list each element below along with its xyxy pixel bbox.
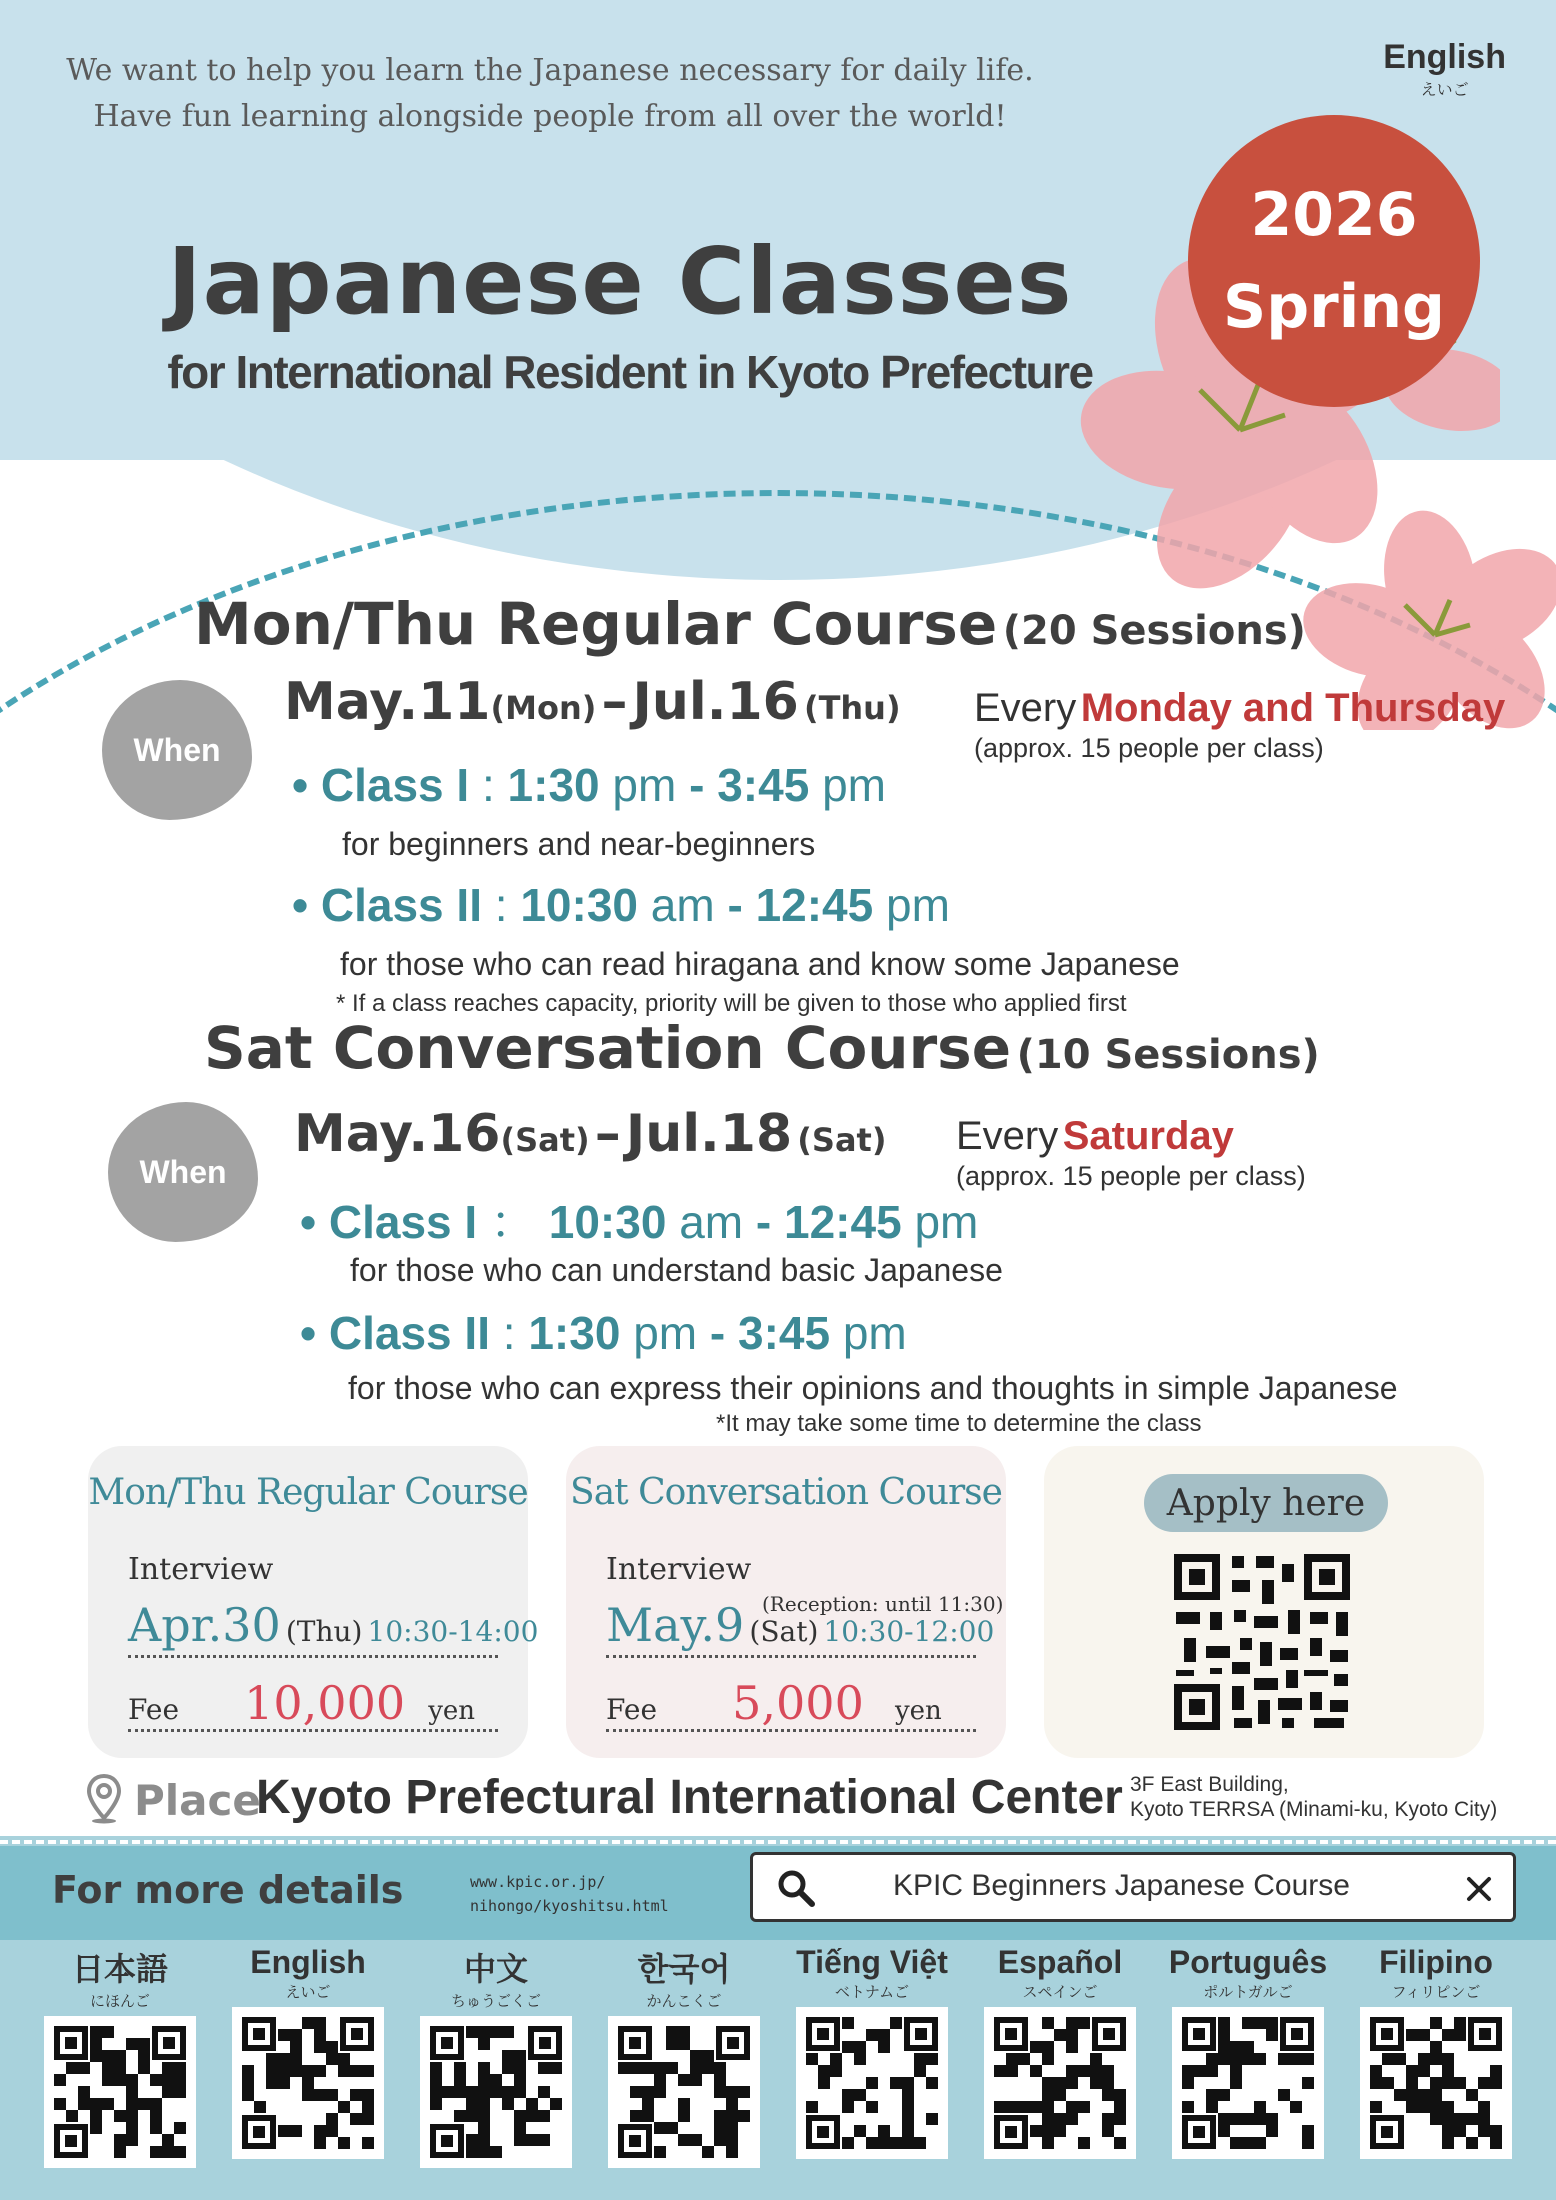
language-qr-item[interactable] xyxy=(980,1944,1140,2159)
regular-class2-time xyxy=(292,878,950,932)
language-qr-frame xyxy=(796,2007,948,2159)
regular-class1-start: 1:30 xyxy=(507,759,600,811)
sat-fee-row xyxy=(606,1676,976,1732)
regular-class1-desc: for beginners and near-beginners xyxy=(342,826,816,862)
search-text: KPIC Beginners Japanese Course xyxy=(893,1869,1350,1902)
place-address-line-2: Kyoto TERRSA (Minami-ku, Kyoto City) xyxy=(1130,1798,1498,1821)
sat-class1-time xyxy=(300,1186,978,1252)
regular-date-dash: – xyxy=(601,672,628,732)
sat-course-title xyxy=(204,1014,1320,1082)
qr-code-icon[interactable] xyxy=(1370,2017,1502,2149)
regular-fee-label: Fee xyxy=(128,1693,180,1726)
sat-dates xyxy=(294,1104,886,1164)
qr-code-icon[interactable] xyxy=(54,2026,186,2158)
language-qr-frame xyxy=(1360,2007,1512,2159)
regular-class2-end: 12:45 xyxy=(755,879,874,931)
regular-card-title: Mon/Thu Regular Course xyxy=(88,1472,528,1513)
qr-code-icon[interactable] xyxy=(1182,2017,1314,2149)
sat-every-prefix: Every xyxy=(956,1114,1059,1158)
qr-code-icon[interactable] xyxy=(242,2017,374,2149)
search-box[interactable] xyxy=(750,1852,1516,1922)
close-icon[interactable] xyxy=(1465,1875,1493,1903)
sat-card-title: Sat Conversation Course xyxy=(570,1472,1002,1513)
sat-class2-time xyxy=(300,1306,907,1360)
language-name: English xyxy=(250,1944,366,1980)
regular-interview-time: 10:30-14:00 xyxy=(367,1615,539,1648)
regular-fee-unit: yen xyxy=(428,1696,476,1726)
regular-every-prefix: Every xyxy=(974,686,1077,730)
regular-capacity: (approx. 15 people per class) xyxy=(974,733,1324,763)
language-qr-item[interactable] xyxy=(40,1944,200,2168)
sat-start-day: (Sat) xyxy=(500,1121,590,1159)
regular-every-days: Monday and Thursday xyxy=(1080,686,1506,730)
sat-class1-sep: ： xyxy=(489,1196,536,1248)
intro-line-2: Have fun learning alongside people from all over the world! xyxy=(93,99,1007,134)
regular-fee-value: 10,000 xyxy=(244,1676,406,1730)
apply-card xyxy=(1044,1446,1484,1758)
regular-class1-end-ampm: pm xyxy=(822,759,886,811)
sat-every-days: Saturday xyxy=(1062,1114,1234,1158)
badge-year: 2026 xyxy=(1250,180,1418,250)
sat-class1-dash: - xyxy=(755,1196,772,1248)
regular-class1-sep: : xyxy=(481,759,495,811)
sat-course-name: Sat Conversation Course xyxy=(204,1014,1012,1082)
sat-interview-date xyxy=(606,1598,995,1658)
regular-class1-dash: - xyxy=(689,759,705,811)
sat-class2-sep: : xyxy=(502,1307,516,1359)
regular-interview-date xyxy=(128,1598,539,1658)
regular-start-date: May.11 xyxy=(284,672,491,732)
regular-schedule xyxy=(974,686,1505,764)
language-qr-item[interactable] xyxy=(1168,1944,1328,2159)
sat-class1-end-ampm: pm xyxy=(914,1196,979,1248)
sat-class1-label: • Class I xyxy=(300,1196,478,1248)
language-name: 日本語 xyxy=(71,1951,168,1987)
sat-reception-note: (Reception: until 11:30) xyxy=(762,1592,1004,1616)
regular-fee-row xyxy=(128,1676,498,1732)
qr-code-icon[interactable] xyxy=(430,2026,562,2158)
sat-class2-start: 1:30 xyxy=(528,1307,621,1359)
sat-note: *It may take some time to determine the class xyxy=(716,1410,1202,1437)
language-name: 한국어 xyxy=(637,1951,731,1987)
sat-class2-end: 3:45 xyxy=(737,1307,831,1359)
regular-course-title xyxy=(194,590,1306,658)
regular-class1-time xyxy=(292,758,886,812)
regular-class2-desc: for those who can read hiragana and know some Japanese xyxy=(340,946,1180,982)
regular-interview-label: Interview xyxy=(128,1552,274,1587)
language-qr-frame xyxy=(232,2007,384,2159)
page-subtitle: for International Resident in Kyoto Prefecture xyxy=(167,346,1093,398)
language-qr-frame xyxy=(608,2016,760,2168)
sat-schedule xyxy=(956,1114,1306,1192)
map-pin-icon xyxy=(86,1774,122,1824)
language-qr-frame xyxy=(1172,2007,1324,2159)
place-address xyxy=(1130,1772,1497,1822)
language-ruby: フィリピンご xyxy=(1391,1984,1481,2001)
sat-interview-day-date: May.9 xyxy=(606,1598,745,1652)
language-ruby: ベトナムご xyxy=(834,1984,910,2001)
sat-fee-label: Fee xyxy=(606,1693,658,1726)
language-qr-frame xyxy=(984,2007,1136,2159)
sat-fee-value: 5,000 xyxy=(732,1676,864,1730)
details-url-line-2: nihongo/kyoshitsu.html xyxy=(470,1897,669,1915)
regular-class2-label: • Class II xyxy=(292,879,482,931)
language-ruby: スペインご xyxy=(1022,1984,1098,2001)
language-name: Tiếng Việt xyxy=(796,1944,948,1980)
intro-text xyxy=(50,48,1050,140)
language-tag xyxy=(1383,38,1506,100)
sat-class2-start-ampm: pm xyxy=(633,1307,698,1359)
regular-end-day: (Thu) xyxy=(803,689,901,727)
regular-dates xyxy=(284,672,901,732)
language-ruby: ちゅうごくご xyxy=(450,1993,541,2010)
sat-class1-start-ampm: am xyxy=(679,1196,744,1248)
language-qr-item[interactable] xyxy=(792,1944,952,2159)
qr-code-icon[interactable] xyxy=(618,2026,750,2158)
qr-code-icon[interactable] xyxy=(806,2017,938,2149)
regular-course-name: Mon/Thu Regular Course xyxy=(194,590,998,658)
regular-interview-card xyxy=(88,1446,539,1758)
regular-note: * If a class reaches capacity, priority will be given to those who applied first xyxy=(336,990,1127,1017)
place-name: Kyoto Prefectural International Center xyxy=(256,1771,1123,1824)
apply-here-label[interactable]: Apply here xyxy=(1144,1474,1388,1532)
sat-class1-desc: for those who can understand basic Japanese xyxy=(350,1252,1003,1288)
place-address-line-1: 3F East Building, xyxy=(1130,1773,1289,1796)
sat-capacity: (approx. 15 people per class) xyxy=(956,1161,1306,1191)
regular-class1-end: 3:45 xyxy=(717,759,810,811)
details-url-line-1: www.kpic.or.jp/ xyxy=(470,1873,606,1891)
badge-season: Spring xyxy=(1223,272,1445,342)
regular-start-day: (Mon) xyxy=(490,689,597,727)
language-name: Español xyxy=(997,1944,1123,1980)
sat-start-date: May.16 xyxy=(294,1104,501,1164)
language-qr-frame xyxy=(44,2016,196,2168)
bottom-dashed-divider xyxy=(0,1840,1556,1844)
season-badge xyxy=(1188,115,1480,407)
sat-interview-card xyxy=(566,1446,1006,1758)
sat-interview-weekday: (Sat) xyxy=(749,1615,819,1648)
intro-line-1: We want to help you learn the Japanese necessary for daily life. xyxy=(66,53,1034,88)
regular-class1-start-ampm: pm xyxy=(612,759,677,811)
regular-when-badge: When xyxy=(102,680,252,820)
sat-class1-start: 10:30 xyxy=(548,1196,667,1248)
language-qr-frame xyxy=(420,2016,572,2168)
sat-date-dash: – xyxy=(594,1104,621,1164)
sat-class2-end-ampm: pm xyxy=(842,1307,907,1359)
details-url[interactable] xyxy=(470,1870,669,1918)
sat-class2-dash: - xyxy=(709,1307,726,1359)
language-qr-item[interactable] xyxy=(1356,1944,1516,2159)
regular-class2-dash: - xyxy=(727,879,743,931)
details-label: For more details xyxy=(52,1868,404,1912)
regular-interview-weekday: (Thu) xyxy=(285,1615,363,1648)
page-title: Japanese Classes xyxy=(167,228,1073,335)
language-name: 中文 xyxy=(463,1951,528,1987)
regular-class2-end-ampm: pm xyxy=(886,879,950,931)
regular-class2-start-ampm: am xyxy=(650,879,715,931)
sat-class1-end: 12:45 xyxy=(784,1196,902,1248)
regular-class2-sep: : xyxy=(494,879,508,931)
sat-end-day: (Sat) xyxy=(797,1121,887,1159)
sat-class2-desc: for those who can express their opinions and thoughts in simple Japanese xyxy=(348,1370,1398,1406)
language-qr-item[interactable] xyxy=(416,1944,576,2168)
language-ruby: ポルトガルご xyxy=(1203,1984,1293,2001)
regular-end-date: Jul.16 xyxy=(632,672,799,732)
sat-class2-label: • Class II xyxy=(300,1307,490,1359)
sat-end-date: Jul.18 xyxy=(625,1104,793,1164)
search-icon xyxy=(775,1867,817,1909)
regular-class1-label: • Class I xyxy=(292,759,470,811)
language-qr-item[interactable] xyxy=(604,1944,764,2168)
language-name: Filipino xyxy=(1379,1944,1493,1980)
qr-code-icon[interactable] xyxy=(1170,1550,1354,1734)
regular-interview-day-date: Apr.30 xyxy=(128,1598,281,1652)
sat-fee-unit: yen xyxy=(894,1696,942,1726)
regular-course-sessions: (20 Sessions) xyxy=(1002,608,1306,654)
sat-interview-time: 10:30-12:00 xyxy=(823,1615,995,1648)
language-ruby: えいご xyxy=(285,1984,331,2001)
language-ruby: えいご xyxy=(1420,82,1469,99)
language-label: English xyxy=(1383,38,1506,76)
sat-course-sessions: (10 Sessions) xyxy=(1016,1032,1320,1078)
qr-code-icon[interactable] xyxy=(994,2017,1126,2149)
language-ruby: かんこくご xyxy=(646,1993,722,2010)
regular-class2-start: 10:30 xyxy=(520,879,638,931)
sat-interview-label: Interview xyxy=(606,1552,752,1587)
language-qr-item[interactable] xyxy=(228,1944,388,2159)
sat-when-badge: When xyxy=(108,1102,258,1242)
language-ruby: にほんご xyxy=(89,1993,150,2010)
place-label: Place xyxy=(134,1776,261,1825)
language-name: Português xyxy=(1168,1944,1328,1980)
